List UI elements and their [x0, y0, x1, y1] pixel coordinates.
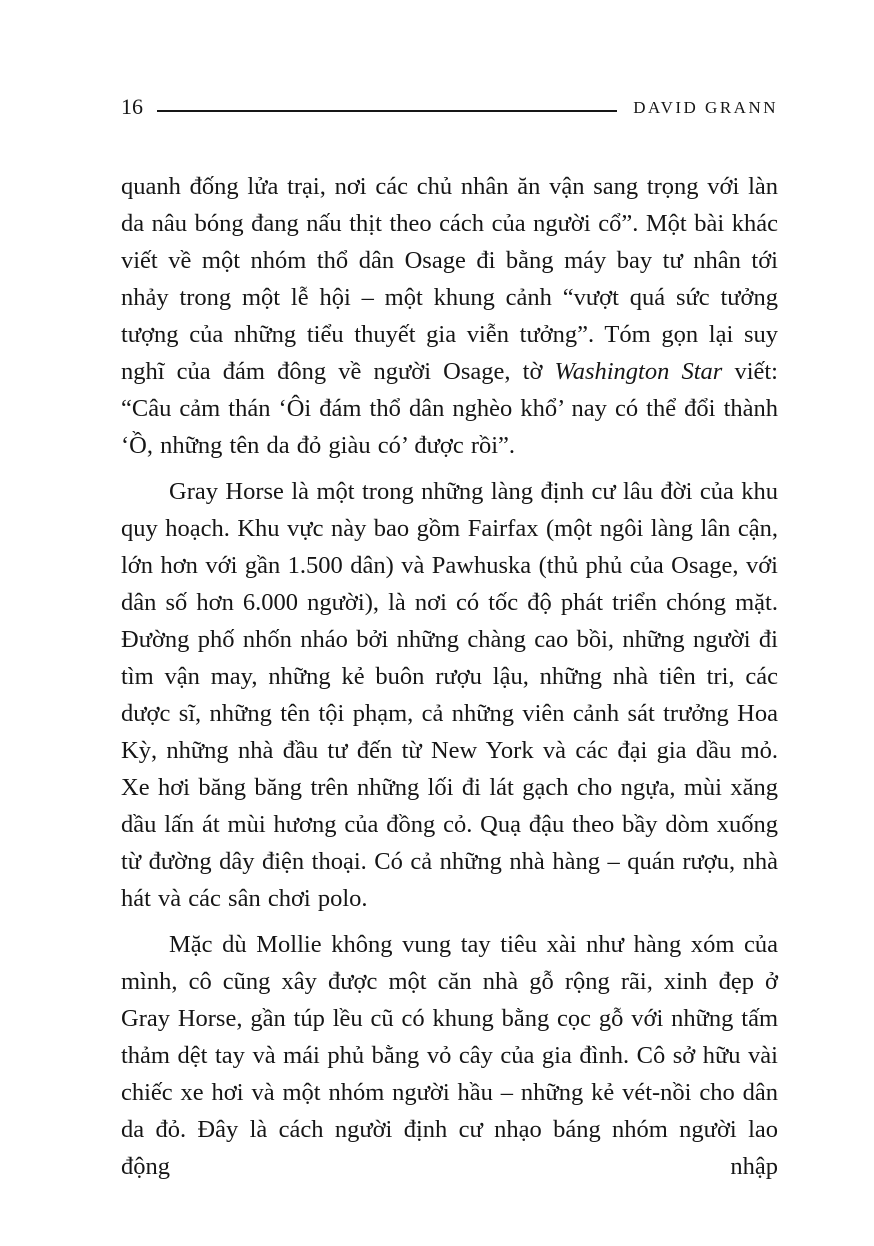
page-body	[121, 168, 778, 1185]
page-number: 16	[121, 94, 143, 119]
running-head-author: DAVID GRANN	[633, 97, 778, 117]
paragraph-1	[121, 168, 778, 464]
paragraph-2: Gray Horse là một trong những làng định cư lâu đời của khu quy hoạch. Khu vực này bao gồm Fairfax (một ngôi làng lân cận, lớn hơn với gần 1.500 dân) và Pawhuska (thủ phủ của Osage, với dân số hơn 6.000 người), là nơi có tốc độ phát triển chóng mặt. Đường phố nhốn nháo bởi những chàng cao bồi, những người đi tìm vận may, những kẻ buôn rượu lậu, những nhà tiên tri, các dược sĩ, những tên tội phạm, cả những viên cảnh sát trưởng Hoa Kỳ, những nhà đầu tư đến từ New York và các đại gia dầu mỏ. Xe hơi băng băng trên những lối đi lát gạch cho ngựa, mùi xăng dầu lấn át mùi hương của đồng cỏ. Quạ đậu theo bầy dòm xuống từ đường dây điện thoại. Có cả những nhà hàng – quán rượu, nhà hát và các sân chơi polo.	[121, 478, 778, 912]
header-rule	[157, 110, 617, 112]
newspaper-title-italic: Washington Star	[554, 358, 723, 385]
paragraph-3: Mặc dù Mollie không vung tay tiêu xài như hàng xóm của mình, cô cũng xây được một căn nhà gỗ rộng rãi, xinh đẹp ở Gray Horse, gần túp lều cũ có khung bằng cọc gỗ với những tấm thảm dệt tay và mái phủ bằng vỏ cây của gia đình. Cô sở hữu vài chiếc xe hơi và một nhóm người hầu – những kẻ vét-nồi cho dân da đỏ. Đây là cách người định cư nhạo báng nhóm người lao động nhập	[121, 931, 778, 1180]
page-header	[121, 96, 778, 118]
paragraph-1-text-before: quanh đống lửa trại, nơi các chủ nhân ăn vận sang trọng với làn da nâu bóng đang nấu thịt theo cách của người cổ”. Một bài khác viết về một nhóm thổ dân Osage đi bằng máy bay tư nhân tới nhảy trong một lễ hội – một khung cảnh “vượt quá sức tưởng tượng của những tiểu thuyết gia viễn tưởng”. Tóm gọn lại suy nghĩ của đám đông về người Osage, tờ	[121, 173, 778, 385]
paragraph-1-text-after: viết: “Câu cảm thán ‘Ôi đám thổ dân nghèo khổ’ nay có thể đổi thành ‘Ồ, những tên da đỏ giàu có’ được rồi”.	[121, 358, 778, 459]
